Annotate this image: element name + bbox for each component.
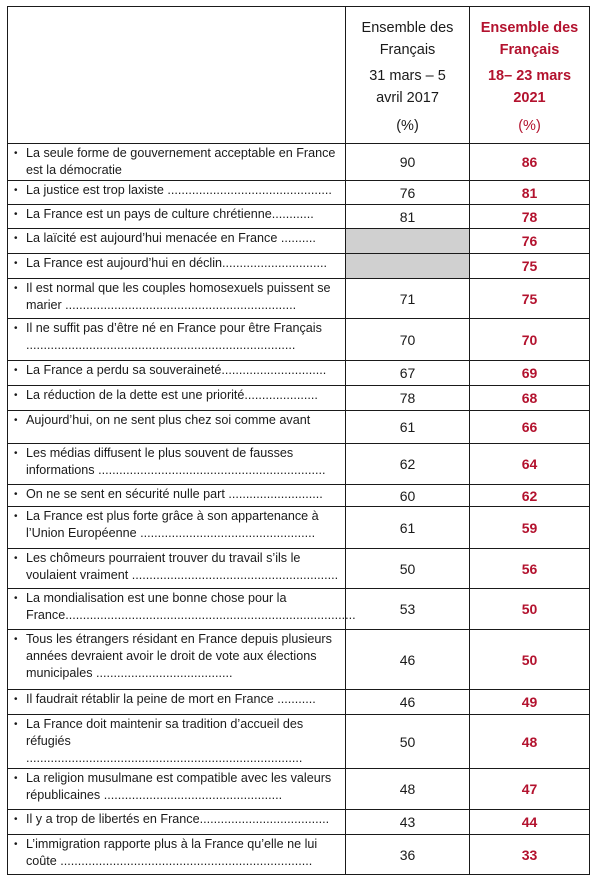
statement-text: Il y a trop de libertés en France..................................... xyxy=(26,812,330,826)
header-row xyxy=(8,7,590,144)
header-2021-period1: 18– 23 mars xyxy=(487,68,572,84)
value-2017-unavailable xyxy=(346,254,470,279)
statement-text: Les chômeurs pourraient trouver du travail s’ils le voulaient vraiment ........................................................... xyxy=(26,551,339,582)
value-2021: 69 xyxy=(470,361,590,386)
table-row xyxy=(8,319,590,361)
value-2021: 44 xyxy=(470,810,590,835)
statement-text: Il faudrait rétablir la peine de mort en France ........... xyxy=(26,692,316,706)
statement-text: La seule forme de gouvernement acceptable en France est la démocratie xyxy=(26,146,336,177)
value-2017-unavailable xyxy=(346,229,470,254)
bullet-icon: • xyxy=(14,185,18,196)
table-row xyxy=(8,254,590,279)
bullet-icon: • xyxy=(14,719,18,730)
header-empty-cell xyxy=(8,7,346,144)
bullet-icon: • xyxy=(14,365,18,376)
table-row xyxy=(8,386,590,411)
value-2021: 76 xyxy=(470,229,590,254)
table-row xyxy=(8,589,590,630)
statement-text: La France est un pays de culture chrétienne............ xyxy=(26,207,314,221)
value-2017: 61 xyxy=(346,411,470,444)
statement-cell xyxy=(8,144,346,181)
value-2021: 59 xyxy=(470,507,590,549)
value-2021: 62 xyxy=(470,485,590,507)
table-row xyxy=(8,835,590,875)
statement-text: Les médias diffusent le plus souvent de fausses informations ................................................................. xyxy=(26,446,326,477)
statement-cell xyxy=(8,715,346,769)
value-2017: 50 xyxy=(346,715,470,769)
header-2017-line2: Français xyxy=(379,42,436,58)
table-row xyxy=(8,205,590,229)
statement-cell xyxy=(8,361,346,386)
bullet-icon: • xyxy=(14,511,18,522)
value-2021: 50 xyxy=(470,589,590,630)
table-row xyxy=(8,444,590,485)
value-2021: 75 xyxy=(470,279,590,319)
statement-cell xyxy=(8,229,346,254)
value-2021: 70 xyxy=(470,319,590,361)
value-2017: 61 xyxy=(346,507,470,549)
statement-cell xyxy=(8,485,346,507)
statement-cell xyxy=(8,319,346,361)
value-2021: 48 xyxy=(470,715,590,769)
bullet-icon: • xyxy=(14,148,18,159)
statement-text: La France est plus forte grâce à son appartenance à l’Union Européenne .................................................. xyxy=(26,509,319,540)
statement-cell xyxy=(8,589,356,630)
statement-text: On ne se sent en sécurité nulle part ........................... xyxy=(26,487,323,501)
table-row xyxy=(8,630,590,690)
statement-cell xyxy=(8,549,346,589)
statement-cell xyxy=(8,630,346,690)
bullet-icon: • xyxy=(14,553,18,564)
value-2017: 46 xyxy=(346,690,470,715)
bullet-icon: • xyxy=(14,415,18,426)
results-body xyxy=(8,144,590,875)
bullet-icon: • xyxy=(14,839,18,850)
value-2021: 66 xyxy=(470,411,590,444)
statement-cell xyxy=(8,279,346,319)
bullet-icon: • xyxy=(14,489,18,500)
value-2021: 86 xyxy=(470,144,590,181)
header-2021-unit: (%) xyxy=(518,118,541,134)
statement-cell xyxy=(8,205,346,229)
bullet-icon: • xyxy=(14,233,18,244)
bullet-icon: • xyxy=(14,390,18,401)
value-2017: 60 xyxy=(346,485,470,507)
statement-text: La réduction de la dette est une priorité..................... xyxy=(26,388,318,402)
statement-text: La mondialisation est une bonne chose pour la France................................................................................... xyxy=(26,591,356,622)
header-2021-line1: Ensemble des xyxy=(480,20,579,36)
header-2021-line2: Français xyxy=(499,42,560,58)
header-2017-period1: 31 mars – 5 xyxy=(369,68,446,84)
value-2017: 53 xyxy=(346,589,470,630)
table-row xyxy=(8,715,590,769)
results-table-wrapper xyxy=(7,6,589,875)
statement-cell xyxy=(8,444,346,485)
bullet-icon: • xyxy=(14,814,18,825)
value-2021: 81 xyxy=(470,181,590,205)
statement-text: Il est normal que les couples homosexuels puissent se marier .................................................................. xyxy=(26,281,331,312)
table-row xyxy=(8,769,590,810)
value-2021: 56 xyxy=(470,549,590,589)
header-2017-line1: Ensemble des xyxy=(361,20,454,36)
value-2021: 50 xyxy=(470,630,590,690)
statement-text: Tous les étrangers résidant en France depuis plusieurs années devraient avoir le droit de vote aux élections municipales ....................................... xyxy=(26,632,332,680)
value-2017: 71 xyxy=(346,279,470,319)
table-row xyxy=(8,549,590,589)
bullet-icon: • xyxy=(14,323,18,334)
table-row xyxy=(8,144,590,181)
statement-cell xyxy=(8,835,346,875)
statement-text: Il ne suffit pas d’être né en France pour être Français ............................................................................. xyxy=(26,321,322,352)
table-row xyxy=(8,507,590,549)
statement-cell xyxy=(8,411,346,444)
value-2021: 78 xyxy=(470,205,590,229)
bullet-icon: • xyxy=(14,694,18,705)
value-2017: 50 xyxy=(346,549,470,589)
value-2021: 64 xyxy=(470,444,590,485)
bullet-icon: • xyxy=(14,448,18,459)
table-row xyxy=(8,690,590,715)
value-2017: 48 xyxy=(346,769,470,810)
statement-cell xyxy=(8,810,346,835)
header-2021 xyxy=(470,7,590,144)
statement-cell xyxy=(8,769,346,810)
value-2017: 70 xyxy=(346,319,470,361)
value-2017: 36 xyxy=(346,835,470,875)
value-2017: 62 xyxy=(346,444,470,485)
table-row xyxy=(8,411,590,444)
value-2021: 47 xyxy=(470,769,590,810)
bullet-icon: • xyxy=(14,258,18,269)
statement-text: La laïcité est aujourd’hui menacée en France .......... xyxy=(26,231,316,245)
statement-text: La justice est trop laxiste ............................................... xyxy=(26,183,332,197)
value-2021: 33 xyxy=(470,835,590,875)
value-2017: 43 xyxy=(346,810,470,835)
bullet-icon: • xyxy=(14,773,18,784)
statement-text: La religion musulmane est compatible avec les valeurs républicaines ................................................... xyxy=(26,771,332,802)
value-2017: 46 xyxy=(346,630,470,690)
header-2017-period2: avril 2017 xyxy=(376,90,439,106)
value-2017: 67 xyxy=(346,361,470,386)
results-table xyxy=(7,6,590,875)
statement-cell xyxy=(8,386,346,411)
statement-cell xyxy=(8,181,346,205)
bullet-icon: • xyxy=(14,209,18,220)
value-2021: 75 xyxy=(470,254,590,279)
header-2017-unit: (%) xyxy=(396,118,419,134)
statement-text: La France a perdu sa souveraineté.............................. xyxy=(26,363,327,377)
statement-text: L’immigration rapporte plus à la France qu’elle ne lui coûte ........................................................................ xyxy=(26,837,318,868)
bullet-icon: • xyxy=(14,283,18,294)
value-2021: 68 xyxy=(470,386,590,411)
bullet-icon: • xyxy=(14,634,18,645)
value-2021: 49 xyxy=(470,690,590,715)
statement-cell xyxy=(8,690,346,715)
statement-text: La France est aujourd’hui en déclin.............................. xyxy=(26,256,327,270)
value-2017: 90 xyxy=(346,144,470,181)
table-row xyxy=(8,810,590,835)
table-row xyxy=(8,181,590,205)
statement-cell xyxy=(8,507,346,549)
statement-cell xyxy=(8,254,346,279)
value-2017: 81 xyxy=(346,205,470,229)
table-row xyxy=(8,229,590,254)
header-2021-period2: 2021 xyxy=(513,90,546,106)
statement-text: La France doit maintenir sa tradition d’accueil des réfugiés ............................................................................... xyxy=(26,717,304,765)
table-row xyxy=(8,485,590,507)
header-2017 xyxy=(346,7,470,144)
value-2017: 78 xyxy=(346,386,470,411)
bullet-icon: • xyxy=(14,593,18,604)
value-2017: 76 xyxy=(346,181,470,205)
statement-text: Aujourd’hui, on ne sent plus chez soi comme avant xyxy=(26,413,311,427)
table-row xyxy=(8,361,590,386)
table-row xyxy=(8,279,590,319)
